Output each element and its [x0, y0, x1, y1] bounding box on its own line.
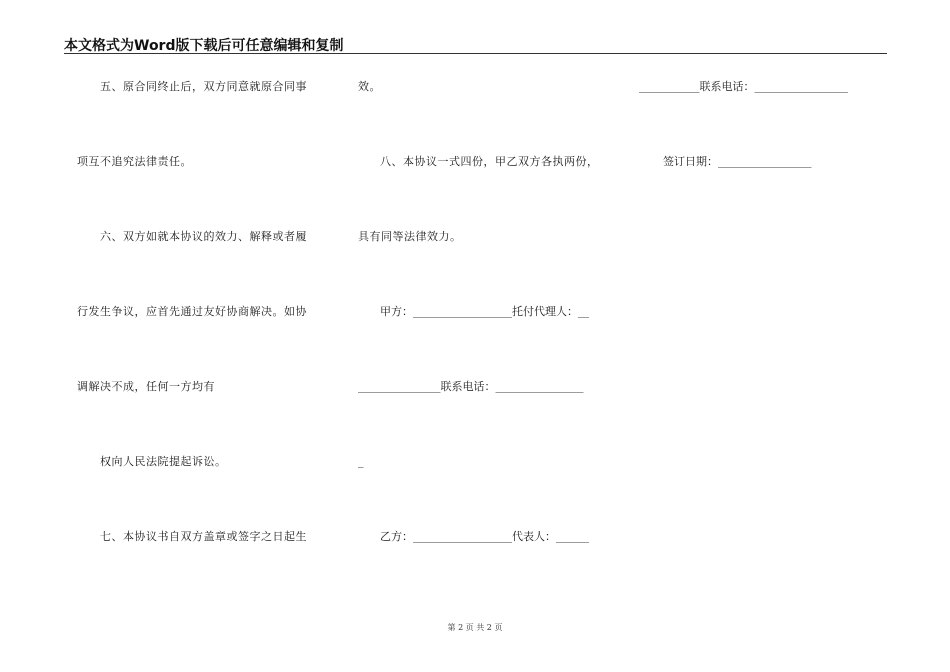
- body-text-line: 八、本协议一式四份，甲乙双方各执两份，: [380, 155, 599, 168]
- body-text-line: 权向人民法院提起诉讼。: [100, 455, 227, 468]
- contact-phone-line: _______________联系电话：________________: [358, 380, 584, 393]
- body-text-line: 五、原合同终止后，双方同意就原合同事: [100, 80, 307, 93]
- body-text-line: 项互不追究法律责任。: [77, 155, 192, 168]
- body-text-line: 具有同等法律效力。: [358, 230, 462, 243]
- contact-phone-line: ___________联系电话：_________________: [639, 80, 848, 93]
- header-divider: [64, 53, 887, 54]
- body-text-line: 效。: [358, 80, 381, 93]
- party-b-signature-line: 乙方：__________________代表人：______: [380, 530, 589, 543]
- party-a-signature-line: 甲方：__________________托付代理人：__: [380, 305, 589, 318]
- body-text-line: 七、本协议书自双方盖章或签字之日起生: [100, 530, 307, 543]
- blank-underline: _: [358, 455, 364, 468]
- page-header-title: 本文格式为Word版下载后可任意编辑和复制: [64, 38, 344, 54]
- page-number-footer: 第 2 页 共 2 页: [447, 623, 503, 632]
- body-text-line: 行发生争议，应首先通过友好协商解决。如协: [77, 305, 307, 318]
- signing-date-line: 签订日期：_________________: [663, 155, 812, 168]
- body-text-line: 六、双方如就本协议的效力、解释或者履: [100, 230, 307, 243]
- body-text-line: 调解决不成，任何一方均有: [77, 380, 215, 393]
